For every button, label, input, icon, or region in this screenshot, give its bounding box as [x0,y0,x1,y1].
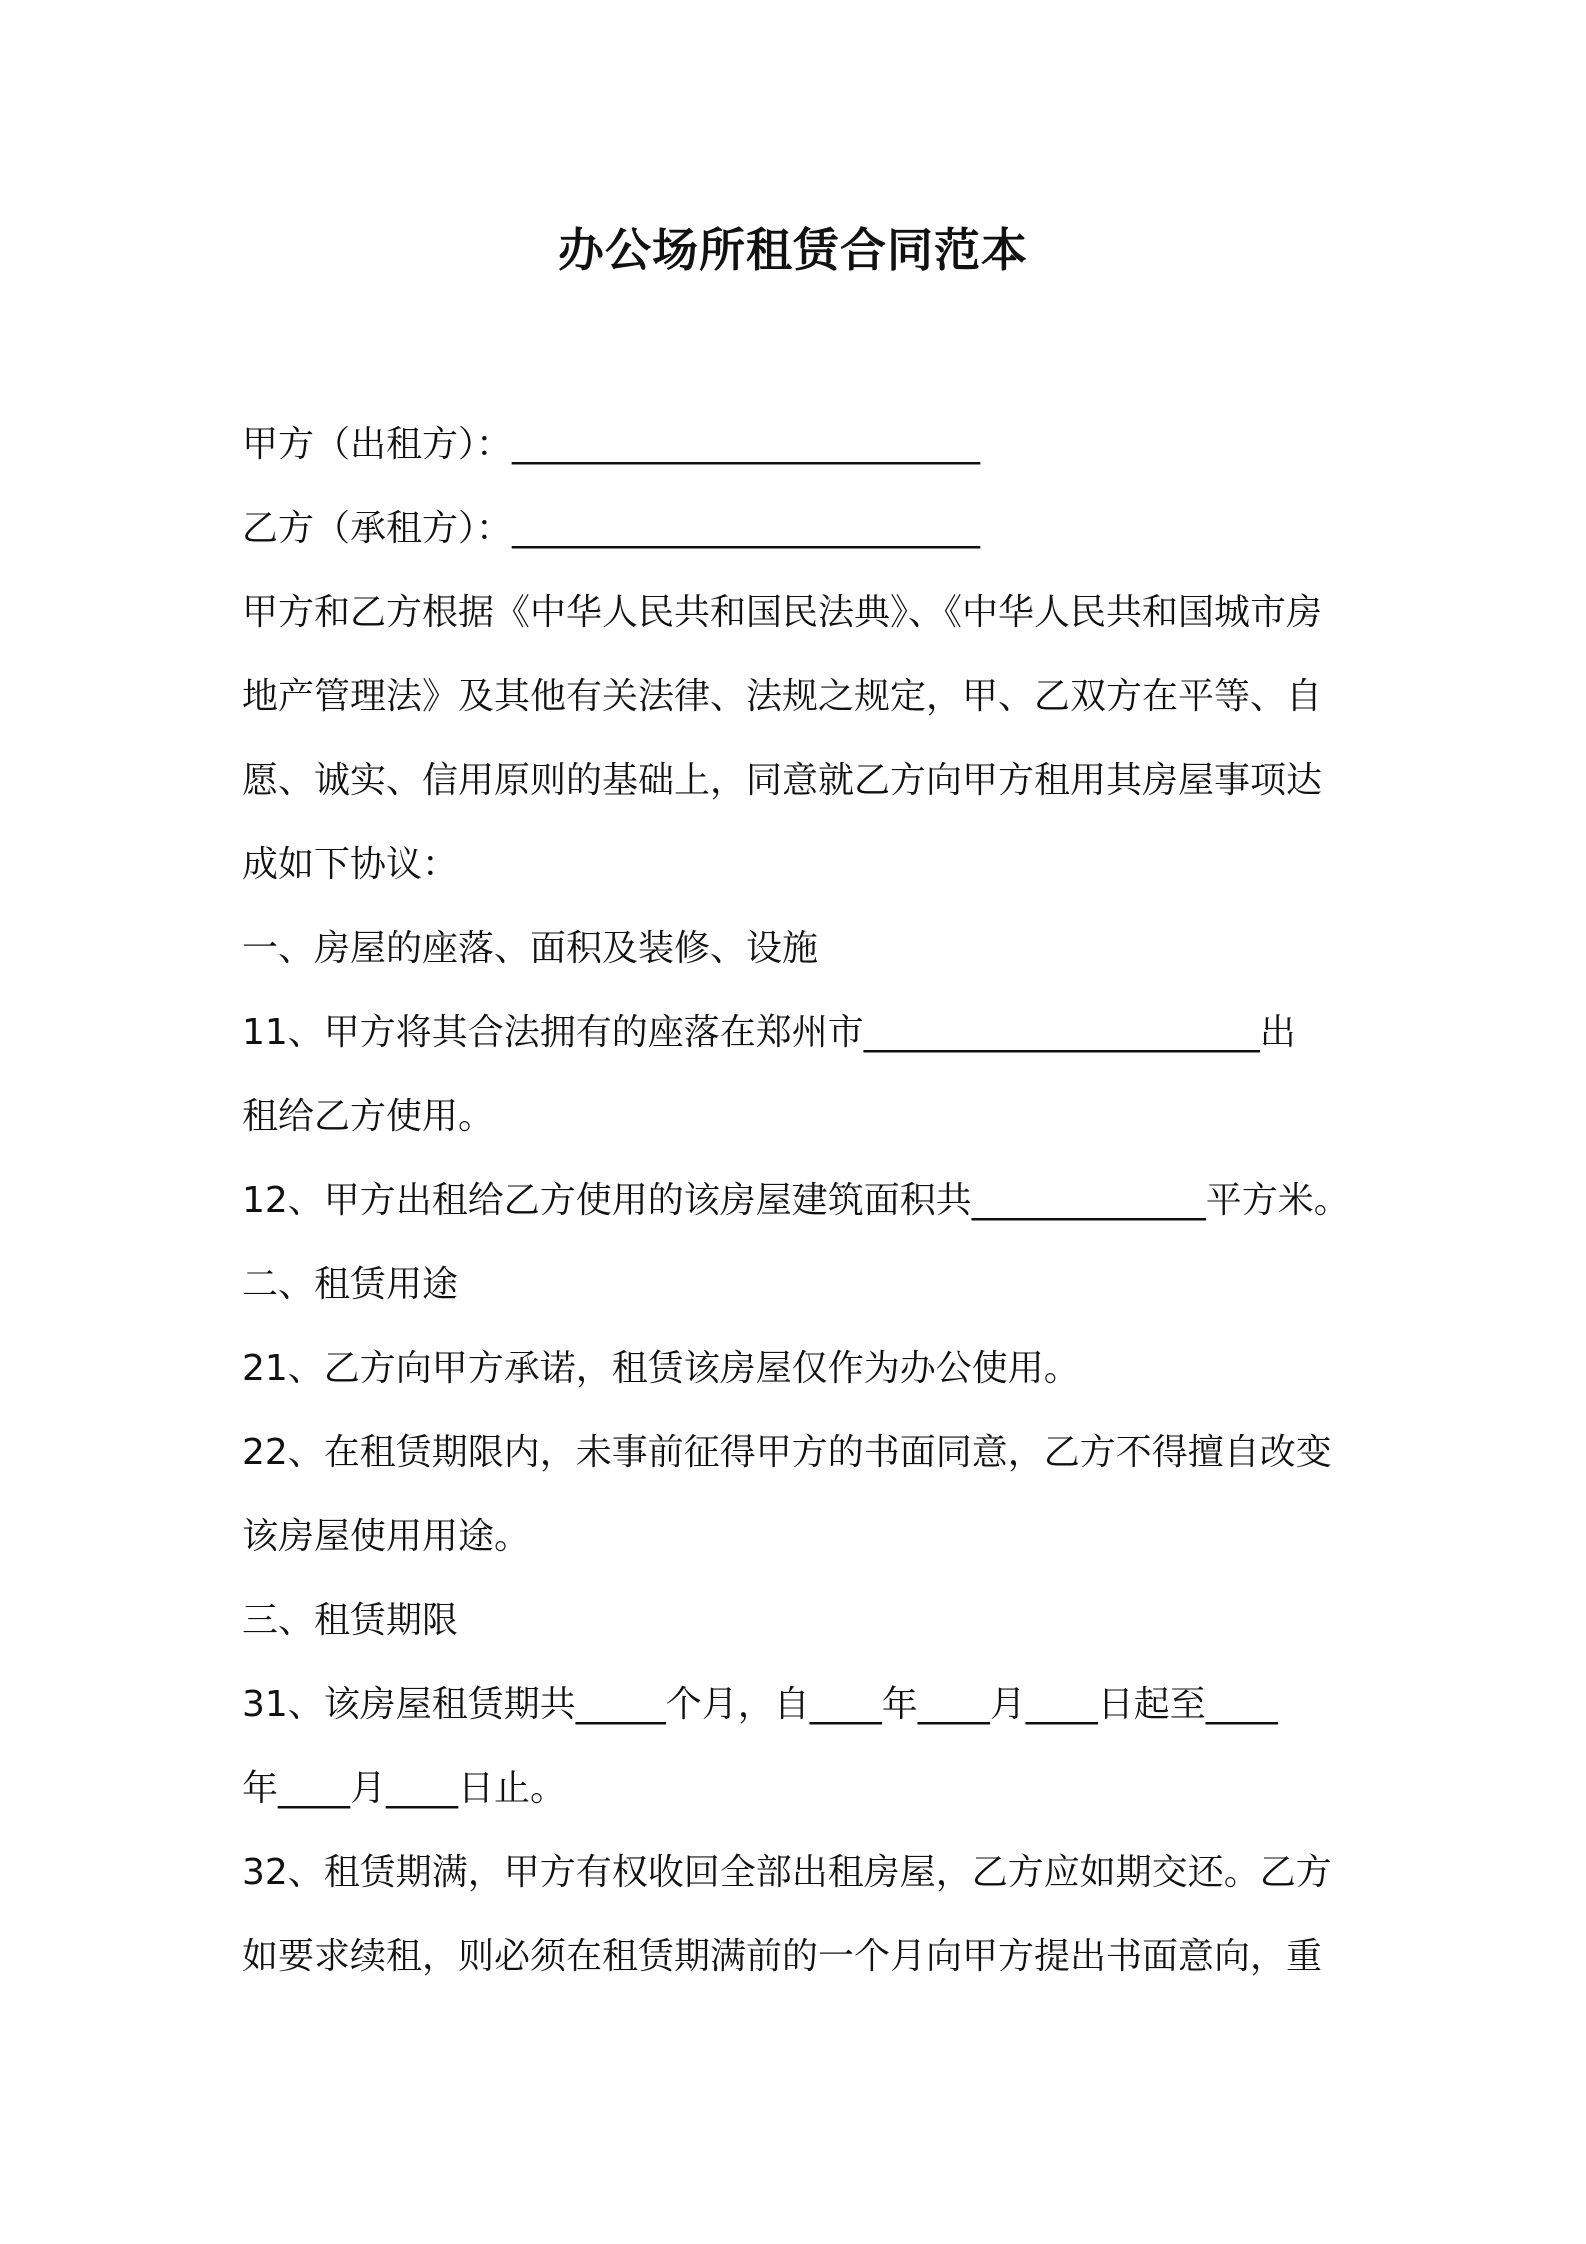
clause-21-line: 21、乙方向甲方承诺，租赁该房屋仅作为办公使用。 [242,1348,1080,1389]
clause-11-line-1: 11、甲方将其合法拥有的座落在郑州市______________________出 [242,1012,1296,1053]
preamble-line-1: 甲方和乙方根据《中华人民共和国民法典》、《中华人民共和国城市房 [242,592,1323,633]
section-heading-3: 三、租赁期限 [242,1600,459,1641]
section-heading-1: 一、房屋的座落、面积及装修、设施 [242,928,819,969]
clause-31-line-1: 31、该房屋租赁期共_____个月，自____年____月____日起至____ [242,1684,1278,1725]
clause-12-line: 12、甲方出租给乙方使用的该房屋建筑面积共_____________平方米。 [242,1180,1350,1221]
preamble-line-4: 成如下协议： [242,844,459,885]
clause-22-line-2: 该房屋使用用途。 [242,1516,531,1557]
party-b-line: 乙方（承租方）：__________________________ [242,508,981,549]
party-a-line: 甲方（出租方）：__________________________ [242,424,981,465]
document-body [242,403,1372,1999]
clause-22-line-1: 22、在租赁期限内，未事前征得甲方的书面同意，乙方不得擅自改变 [242,1432,1332,1473]
clause-11-line-2: 租给乙方使用。 [242,1096,495,1137]
preamble-line-3: 愿、诚实、信用原则的基础上，同意就乙方向甲方租用其房屋事项达 [242,760,1323,801]
section-heading-2: 二、租赁用途 [242,1264,459,1305]
clause-32-line-1: 32、租赁期满，甲方有权收回全部出租房屋，乙方应如期交还。乙方 [242,1852,1332,1893]
clause-31-line-2: 年____月____日止。 [242,1768,567,1809]
preamble-line-2: 地产管理法》及其他有关法律、法规之规定，甲、乙双方在平等、自 [242,676,1323,717]
clause-32-line-2: 如要求续租，则必须在租赁期满前的一个月向甲方提出书面意向，重 [242,1936,1323,1977]
document-title: 办公场所租赁合同范本 [558,223,1028,277]
